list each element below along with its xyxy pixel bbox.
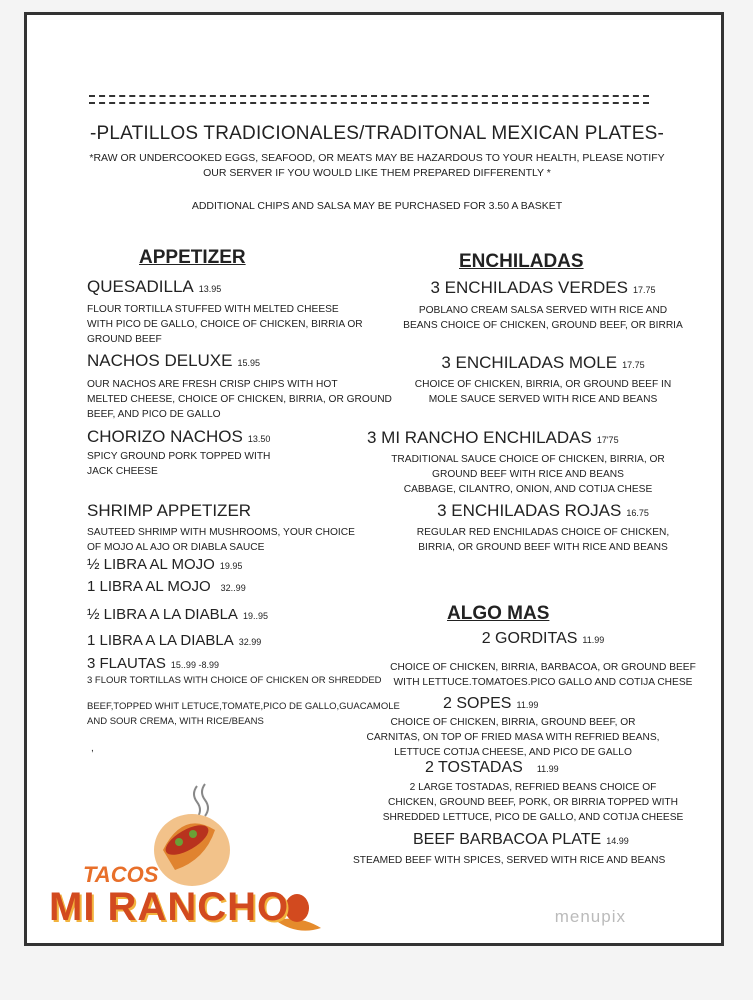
menu-item-nachos-deluxe: NACHOS DELUXE 15.95	[87, 351, 261, 370]
rojas-description: REGULAR RED ENCHILADAS CHOICE OF CHICKEN, BIRRIA, OR GROUND BEEF WITH RICE AND BEANS	[416, 527, 670, 553]
menu-item-half-libra-diabla: ½ LIBRA A LA DIABLA 19..95	[87, 606, 268, 623]
flautas-description-bottom: BEEF,TOPPED WHIT LETUCE,TOMATE,PICO DE GALLO,GUACAMOLE AND SOUR CREMA, WITH RICE/BEANS	[87, 701, 400, 727]
logo-mi-rancho-text: MI RANCHO	[49, 885, 290, 929]
menu-item-enchiladas-rojas: 3 ENCHILADAS ROJAS 16.75	[437, 501, 649, 520]
algo-mas-heading: ALGO MAS	[447, 603, 550, 624]
chips-note: ADDITIONAL CHIPS AND SALSA MAY BE PURCHASED FOR 3.50 A BASKET	[191, 200, 563, 212]
quesadilla-description: FLOUR TORTILLA STUFFED WITH MELTED CHEESE WITH PICO DE GALLO, CHOICE OF CHICKEN, BIRRIA OR GROUND BEEF	[87, 304, 363, 345]
verdes-description: POBLANO CREAM SALSA SERVED WITH RICE AND BEANS CHOICE OF CHICKEN, GROUND BEEF, OR BIRRIA	[403, 305, 683, 331]
menu-item-enchiladas-mole: 3 ENCHILADAS MOLE 17.75	[441, 353, 645, 372]
menu-item-tostadas: 2 TOSTADAS 11.99	[425, 759, 559, 776]
menu-item-chorizo-nachos: CHORIZO NACHOS 13.50	[87, 427, 271, 446]
menu-item-one-libra-mojo: 1 LIBRA AL MOJO 32..99	[87, 578, 246, 595]
menu-item-shrimp-appetizer: SHRIMP APPETIZER	[87, 501, 252, 520]
menu-item-barbacoa-plate: BEEF BARBACOA PLATE 14.99	[413, 831, 629, 848]
divider-dashes	[89, 102, 649, 107]
menu-item-one-libra-diabla: 1 LIBRA A LA DIABLA 32.99	[87, 632, 262, 649]
gorditas-description: CHOICE OF CHICKEN, BIRRIA, BARBACOA, OR GROUND BEEF WITH LETTUCE.TOMATOES.PICO GALLO AND COTIJA CHESE	[390, 662, 696, 688]
menu-item-sopes: 2 SOPES 11.99	[443, 695, 539, 712]
tostadas-description: 2 LARGE TOSTADAS, REFRIED BEANS CHOICE OF CHICKEN, GROUND BEEF, PORK, OR BIRRIA TOPPED WITH SHREDDED LETTUCE, PICO DE GALLO, AND COTIJA CHEESE	[382, 782, 684, 823]
menu-item-quesadilla: QUESADILLA 13.95	[87, 277, 222, 296]
menu-item-flautas: 3 FLAUTAS 15..99 -8.99	[87, 655, 219, 672]
stray-mark: ,	[91, 743, 94, 754]
menu-item-enchiladas-verdes: 3 ENCHILADAS VERDES 17.75	[430, 278, 656, 297]
menupix-watermark: menupix	[554, 907, 626, 926]
tacos-mi-rancho-logo	[47, 780, 327, 940]
logo-tacos-text: TACOS	[83, 862, 159, 887]
health-warning: *RAW OR UNDERCOOKED EGGS, SEAFOOD, OR MEATS MAY BE HAZARDOUS TO YOUR HEALTH, PLEASE NOTIFY OUR SERVER IF YOU WOULD LIKE THEM PREPARED DIFFERENTLY *	[89, 152, 665, 179]
menu-page	[24, 12, 724, 946]
divider-dashes	[89, 95, 649, 100]
sopes-description: CHOICE OF CHICKEN, BIRRIA, GROUND BEEF, OR CARNITAS, ON TOP OF FRIED MASA WITH REFRIED BEANS, LETTUCE COTIJA CHEESE, AND PICO DE GALLO	[366, 717, 660, 758]
appetizer-heading: APPETIZER	[139, 247, 246, 268]
barbacoa-description: STEAMED BEEF WITH SPICES, SERVED WITH RICE AND BEANS	[353, 855, 666, 866]
chorizo-description: SPICY GROUND PORK TOPPED WITH JACK CHEESE	[87, 451, 271, 477]
shrimp-description: SAUTEED SHRIMP WITH MUSHROOMS, YOUR CHOICE OF MOJO AL AJO OR DIABLA SAUCE	[87, 527, 355, 553]
menu-item-gorditas: 2 GORDITAS 11.99	[481, 630, 605, 647]
menu-title: -PLATILLOS TRADICIONALES/TRADITONAL MEXICAN PLATES-	[89, 123, 664, 144]
menu-item-half-libra-mojo: ½ LIBRA AL MOJO 19.95	[87, 556, 243, 573]
mole-description: CHOICE OF CHICKEN, BIRRIA, OR GROUND BEEF IN MOLE SAUCE SERVED WITH RICE AND BEANS	[414, 379, 672, 405]
flautas-description-top: 3 FLOUR TORTILLAS WITH CHOICE OF CHICKEN OR SHREDDED	[87, 675, 382, 686]
rancho-description: TRADITIONAL SAUCE CHOICE OF CHICKEN, BIRRIA, OR GROUND BEEF WITH RICE AND BEANS CABBAGE, CILANTRO, ONION, AND COTIJA CHESE	[391, 454, 665, 495]
nachos-description: OUR NACHOS ARE FRESH CRISP CHIPS WITH HOT MELTED CHEESE, CHOICE OF CHICKEN, BIRRIA, OR GROUND BEEF, AND PICO DE GALLO	[87, 379, 392, 420]
menu-item-mi-rancho-enchiladas: 3 MI RANCHO ENCHILADAS 17'75	[367, 428, 619, 447]
enchiladas-heading: ENCHILADAS	[459, 251, 584, 272]
